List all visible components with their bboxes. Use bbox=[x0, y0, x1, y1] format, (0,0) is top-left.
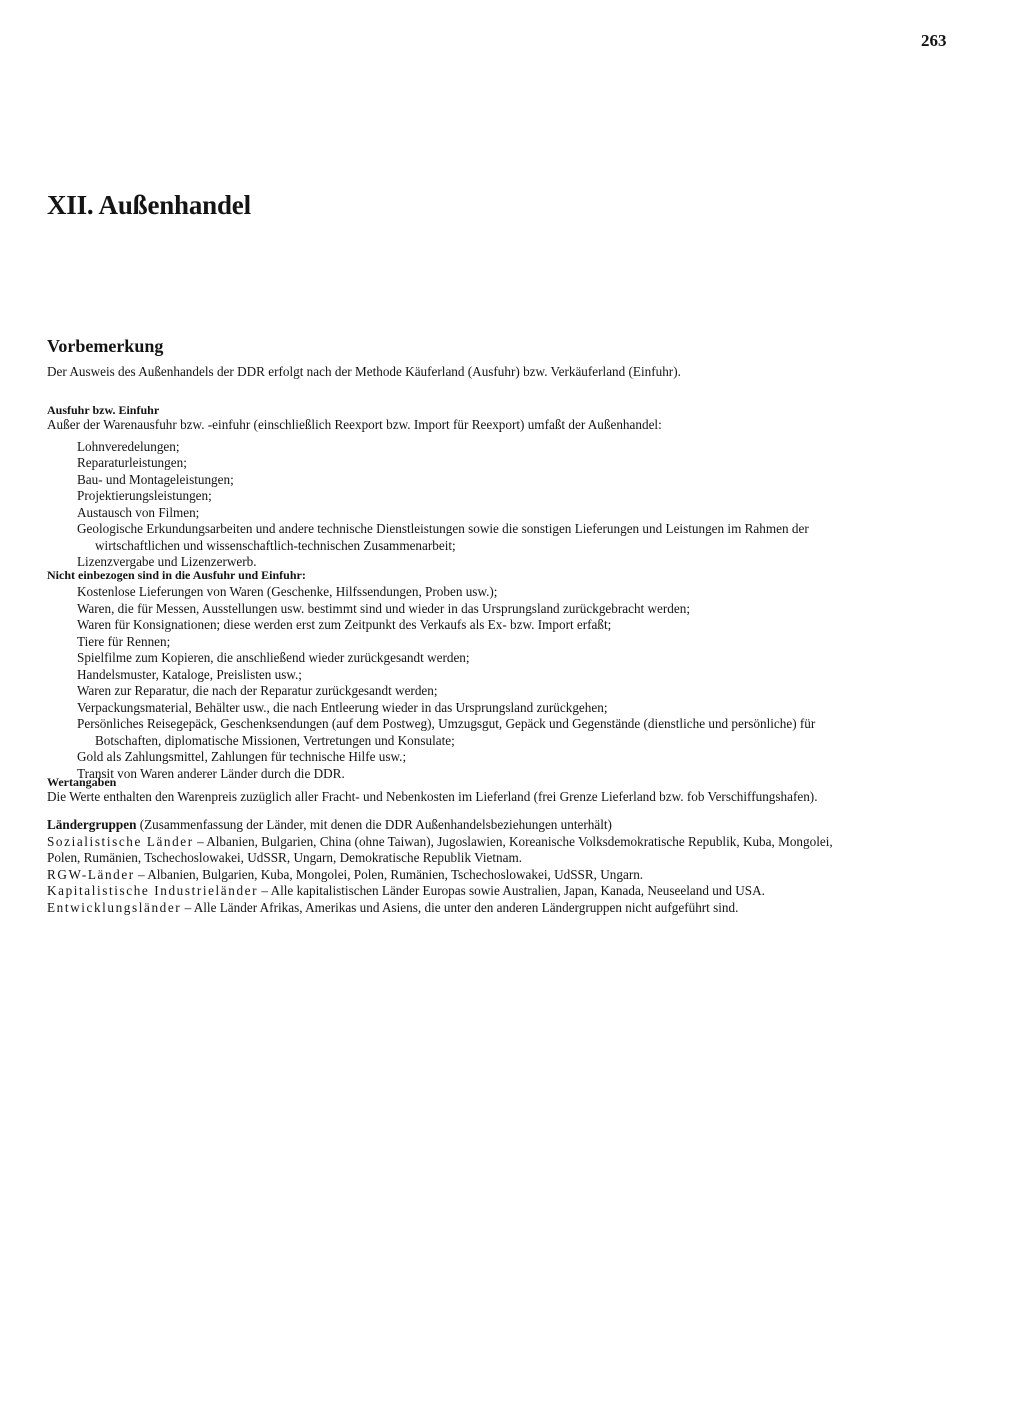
exclusion-item-continuation: Botschaften, diplomatische Missionen, Vertretungen und Konsulate; bbox=[95, 732, 455, 748]
chapter-title: XII. Außenhandel bbox=[47, 190, 251, 220]
intro-text: Der Ausweis des Außenhandels der DDR erfolgt nach der Methode Käuferland (Ausfuhr) bzw. Verkäuferland (Einfuhr). bbox=[47, 364, 681, 379]
ausfuhr-text: Außer der Warenausfuhr bzw. -einfuhr (einschließlich Reexport bzw. Import für Reexport) umfaßt der Außenhandel: bbox=[47, 417, 662, 432]
country-group-text: – Alle Länder Afrikas, Amerikas und Asiens, die unter den anderen Ländergruppen nicht aufgeführt sind. bbox=[181, 899, 739, 915]
exclusion-item: Waren zur Reparatur, die nach der Reparatur zurückgesandt werden; bbox=[77, 683, 438, 698]
ausfuhr-item: Lohnveredelungen; bbox=[77, 438, 180, 454]
country-group-text: – Albanien, Bulgarien, China (ohne Taiwan), Jugoslawien, Koreanische Volksdemokratische Republik, Kuba, Mongolei, bbox=[193, 833, 833, 849]
wertangaben-section bbox=[47, 775, 977, 806]
exclusion-item: Verpackungsmaterial, Behälter usw., die nach Entleerung wieder in das Ursprungsland zurückgehen; bbox=[77, 699, 608, 715]
country-group-text: – Alle kapitalistischen Länder Europas sowie Australien, Japan, Kanada, Neuseeland und USA. bbox=[258, 883, 765, 898]
ausfuhr-item: Projektierungsleistungen; bbox=[77, 488, 212, 503]
ausfuhr-heading: Ausfuhr bzw. Einfuhr bbox=[47, 403, 160, 417]
country-group-text: Polen, Rumänien, Tschechoslowakei, UdSSR, Ungarn, Demokratische Republik Vietnam. bbox=[47, 850, 523, 865]
nicht-einbezogen-section bbox=[47, 568, 977, 782]
ausfuhr-item: Lizenzvergabe und Lizenzerwerb. bbox=[77, 554, 257, 569]
exclusion-item: Kostenlose Lieferungen von Waren (Geschenke, Hilfssendungen, Proben usw.); bbox=[77, 584, 498, 599]
laendergruppen-heading: Ländergruppen bbox=[47, 817, 137, 832]
country-group bbox=[47, 834, 977, 851]
country-group-continuation bbox=[47, 850, 977, 867]
country-group-label: Sozialistische Länder bbox=[47, 833, 194, 849]
nicht-einbezogen-heading: Nicht einbezogen sind in die Ausfuhr und Einfuhr: bbox=[47, 568, 306, 582]
ausfuhr-item-continuation: wirtschaftlichen und wissenschaftlich-technischen Zusammenarbeit; bbox=[95, 537, 456, 553]
country-group bbox=[47, 883, 977, 900]
country-group-text: – Albanien, Bulgarien, Kuba, Mongolei, Polen, Rumänien, Tschechoslowakei, UdSSR, Ungarn. bbox=[134, 866, 644, 882]
exclusion-item: Gold als Zahlungsmittel, Zahlungen für technische Hilfe usw.; bbox=[77, 749, 407, 764]
exclusion-item: Persönliches Reisegepäck, Geschenksendungen (auf dem Postweg), Umzugsgut, Gepäck und Gegenstände (dienstliche und persönliche) für bbox=[77, 716, 816, 731]
page-number: 263 bbox=[921, 31, 947, 50]
exclusion-item: Tiere für Rennen; bbox=[77, 633, 171, 649]
laendergruppen-section bbox=[47, 817, 977, 916]
exclusion-item: Waren für Konsignationen; diese werden erst zum Zeitpunkt des Verkaufs als Ex- bzw. Import erfaßt; bbox=[77, 617, 612, 632]
country-group-label: Kapitalistische Industrieländer bbox=[47, 883, 259, 898]
laendergruppen-heading-rest: (Zusammenfassung der Länder, mit denen die DDR Außenhandelsbeziehungen unterhält) bbox=[136, 817, 612, 832]
ausfuhr-section bbox=[47, 403, 977, 571]
intro-paragraph bbox=[47, 364, 977, 381]
ausfuhr-item: Reparaturleistungen; bbox=[77, 455, 187, 470]
wertangaben-text: Die Werte enthalten den Warenpreis zuzüglich aller Fracht- und Nebenkosten im Lieferland (frei Grenze Lieferland bzw. fob Verschiffungshafen). bbox=[47, 789, 818, 804]
ausfuhr-item: Austausch von Filmen; bbox=[77, 504, 200, 520]
country-group-label: RGW-Länder bbox=[47, 866, 135, 882]
country-group-label: Entwicklungsländer bbox=[47, 899, 182, 915]
laendergruppen-heading-line bbox=[47, 817, 977, 834]
country-group bbox=[47, 867, 977, 884]
section-title: Vorbemerkung bbox=[47, 336, 164, 356]
exclusion-item: Handelsmuster, Kataloge, Preislisten usw.; bbox=[77, 666, 302, 682]
exclusion-item: Transit von Waren anderer Länder durch die DDR. bbox=[77, 765, 345, 781]
exclusion-item: Spielfilme zum Kopieren, die anschließend wieder zurückgesandt werden; bbox=[77, 650, 470, 665]
country-group bbox=[47, 900, 977, 917]
exclusion-item: Waren, die für Messen, Ausstellungen usw. bestimmt sind und wieder in das Ursprungsland zurückgebracht werden; bbox=[77, 600, 690, 616]
ausfuhr-item: Geologische Erkundungsarbeiten und andere technische Dienstleistungen sowie die sonstigen Lieferungen und Leistungen im Rahmen der bbox=[77, 521, 809, 536]
wertangaben-heading: Wertangaben bbox=[47, 775, 117, 789]
ausfuhr-item: Bau- und Montageleistungen; bbox=[77, 471, 234, 487]
